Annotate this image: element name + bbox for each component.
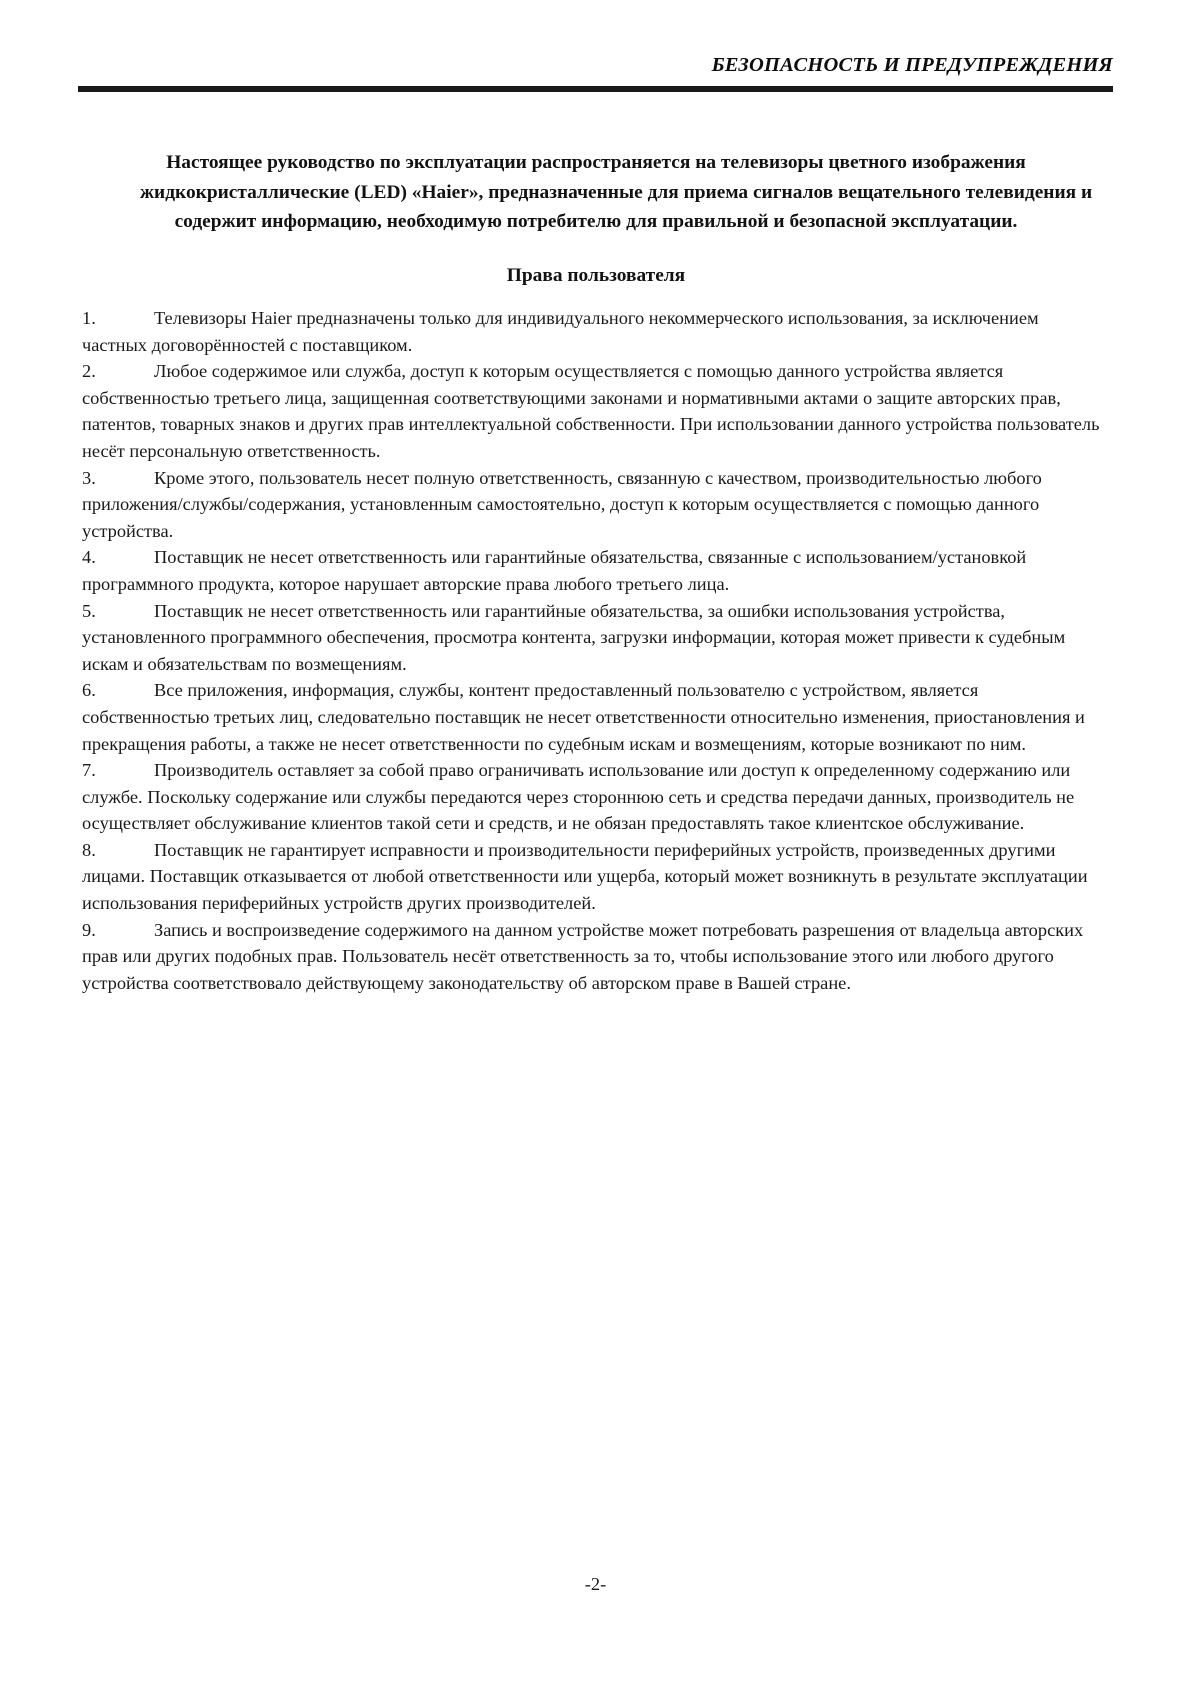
list-item-number: 9.: [82, 919, 96, 940]
page-footer: [0, 1572, 1191, 1596]
list-item-number: 7.: [82, 760, 96, 781]
list-item: [82, 358, 1104, 464]
list-item-text: Поставщик не несет ответственность или гарантийные обязательства, связанные с использованием/установкой программного продукта, которое нарушает авторские права любого третьего лица.: [82, 547, 1027, 594]
list-item: [82, 757, 1104, 837]
list-item-number: 4.: [82, 547, 96, 568]
list-item: [82, 465, 1104, 545]
user-rights-list: [82, 305, 1104, 996]
list-item-number: 8.: [82, 839, 96, 860]
page-number: -2-: [584, 1574, 607, 1594]
list-item: [82, 598, 1104, 678]
list-item-text: Кроме этого, пользователь несет полную ответственность, связанную с качеством, производительностью любого приложения/службы/содержания, установленным самостоятельно, доступ к которым осуществляется с помощью данного устройства.: [82, 467, 1042, 541]
list-item: [82, 837, 1104, 917]
list-item-text: Запись и воспроизведение содержимого на данном устройстве может потребовать разрешения от владельца авторских прав или других подобных прав. Пользователь несёт ответственность за то, чтобы использование этого или любого другого устройства соответствовало действующему законодательству об авторском праве в Вашей стране.: [82, 919, 1084, 993]
intro-line-2: жидкокристаллические (LED) «Haier», предназначенные для приема сигналов вещательного телевидения и: [140, 181, 1093, 203]
list-item-number: 2.: [82, 361, 96, 382]
list-item: [82, 917, 1104, 997]
list-item: [82, 677, 1104, 757]
list-item: [82, 305, 1104, 358]
section-heading-user-rights: Права пользователя: [506, 265, 686, 286]
list-item-text: Поставщик не гарантирует исправности и производительности периферийных устройств, произведенных другими лицами. Поставщик отказывается от любой ответственности или ущерба, который может возникнуть в результате эксплуатации использования периферийных устройств других производителей.: [82, 839, 1088, 914]
list-item-number: 5.: [82, 600, 96, 621]
running-header: [78, 52, 1113, 86]
list-item-text: Телевизоры Haier предназначены только для индивидуального некоммерческого использования, за исключением частных договорённостей с поставщиком.: [82, 308, 1039, 355]
list-item-text: Производитель оставляет за собой право ограничивать использование или доступ к определенному содержанию или службе. Поскольку содержание или службы передаются через стороннюю сеть и средства передачи данных, производитель не осуществляет обслуживание клиентов такой сети и средств, и не обязан предоставлять такое клиентское обслуживание.: [82, 760, 1075, 834]
list-item-text: Все приложения, информация, службы, контент предоставленный пользователю с устройством, является собственностью третьих лиц, следовательно поставщик не несет ответственности относительно изменения, приостановления и прекращения работы, а также не несет ответственности по судебным искам и возмещениям, которые возникают по ним.: [82, 680, 1085, 754]
list-item-number: 6.: [82, 680, 96, 701]
intro-line-1: Настоящее руководство по эксплуатации распространяется на телевизоры цветного изображения: [166, 152, 1026, 173]
list-item-text: Любое содержимое или служба, доступ к которым осуществляется с помощью данного устройства является собственностью третьего лица, защищенная соответствующими законами и нормативными актами о защите авторских прав, патентов, товарных знаков и других прав интеллектуальной собственности. При использовании данного устройства пользователь несёт персональную ответственность.: [82, 361, 1100, 461]
list-item-text: Поставщик не несет ответственность или гарантийные обязательства, за ошибки использования устройства, установленного программного обеспечения, просмотра контента, загрузки информации, которая может привести к судебным искам и обязательствам по возмещениям.: [82, 600, 1066, 674]
running-header-title: БЕЗОПАСНОСТЬ И ПРЕДУПРЕЖДЕНИЯ: [711, 54, 1113, 76]
intro-line-3: содержит информацию, необходимую потребителю для правильной и безопасной эксплуатации.: [174, 211, 1018, 232]
list-item-number: 1.: [82, 308, 96, 328]
intro-paragraph: [140, 148, 1093, 237]
header-divider-rule: [78, 86, 1113, 92]
list-item-number: 3.: [82, 467, 96, 488]
list-item: [82, 544, 1104, 597]
